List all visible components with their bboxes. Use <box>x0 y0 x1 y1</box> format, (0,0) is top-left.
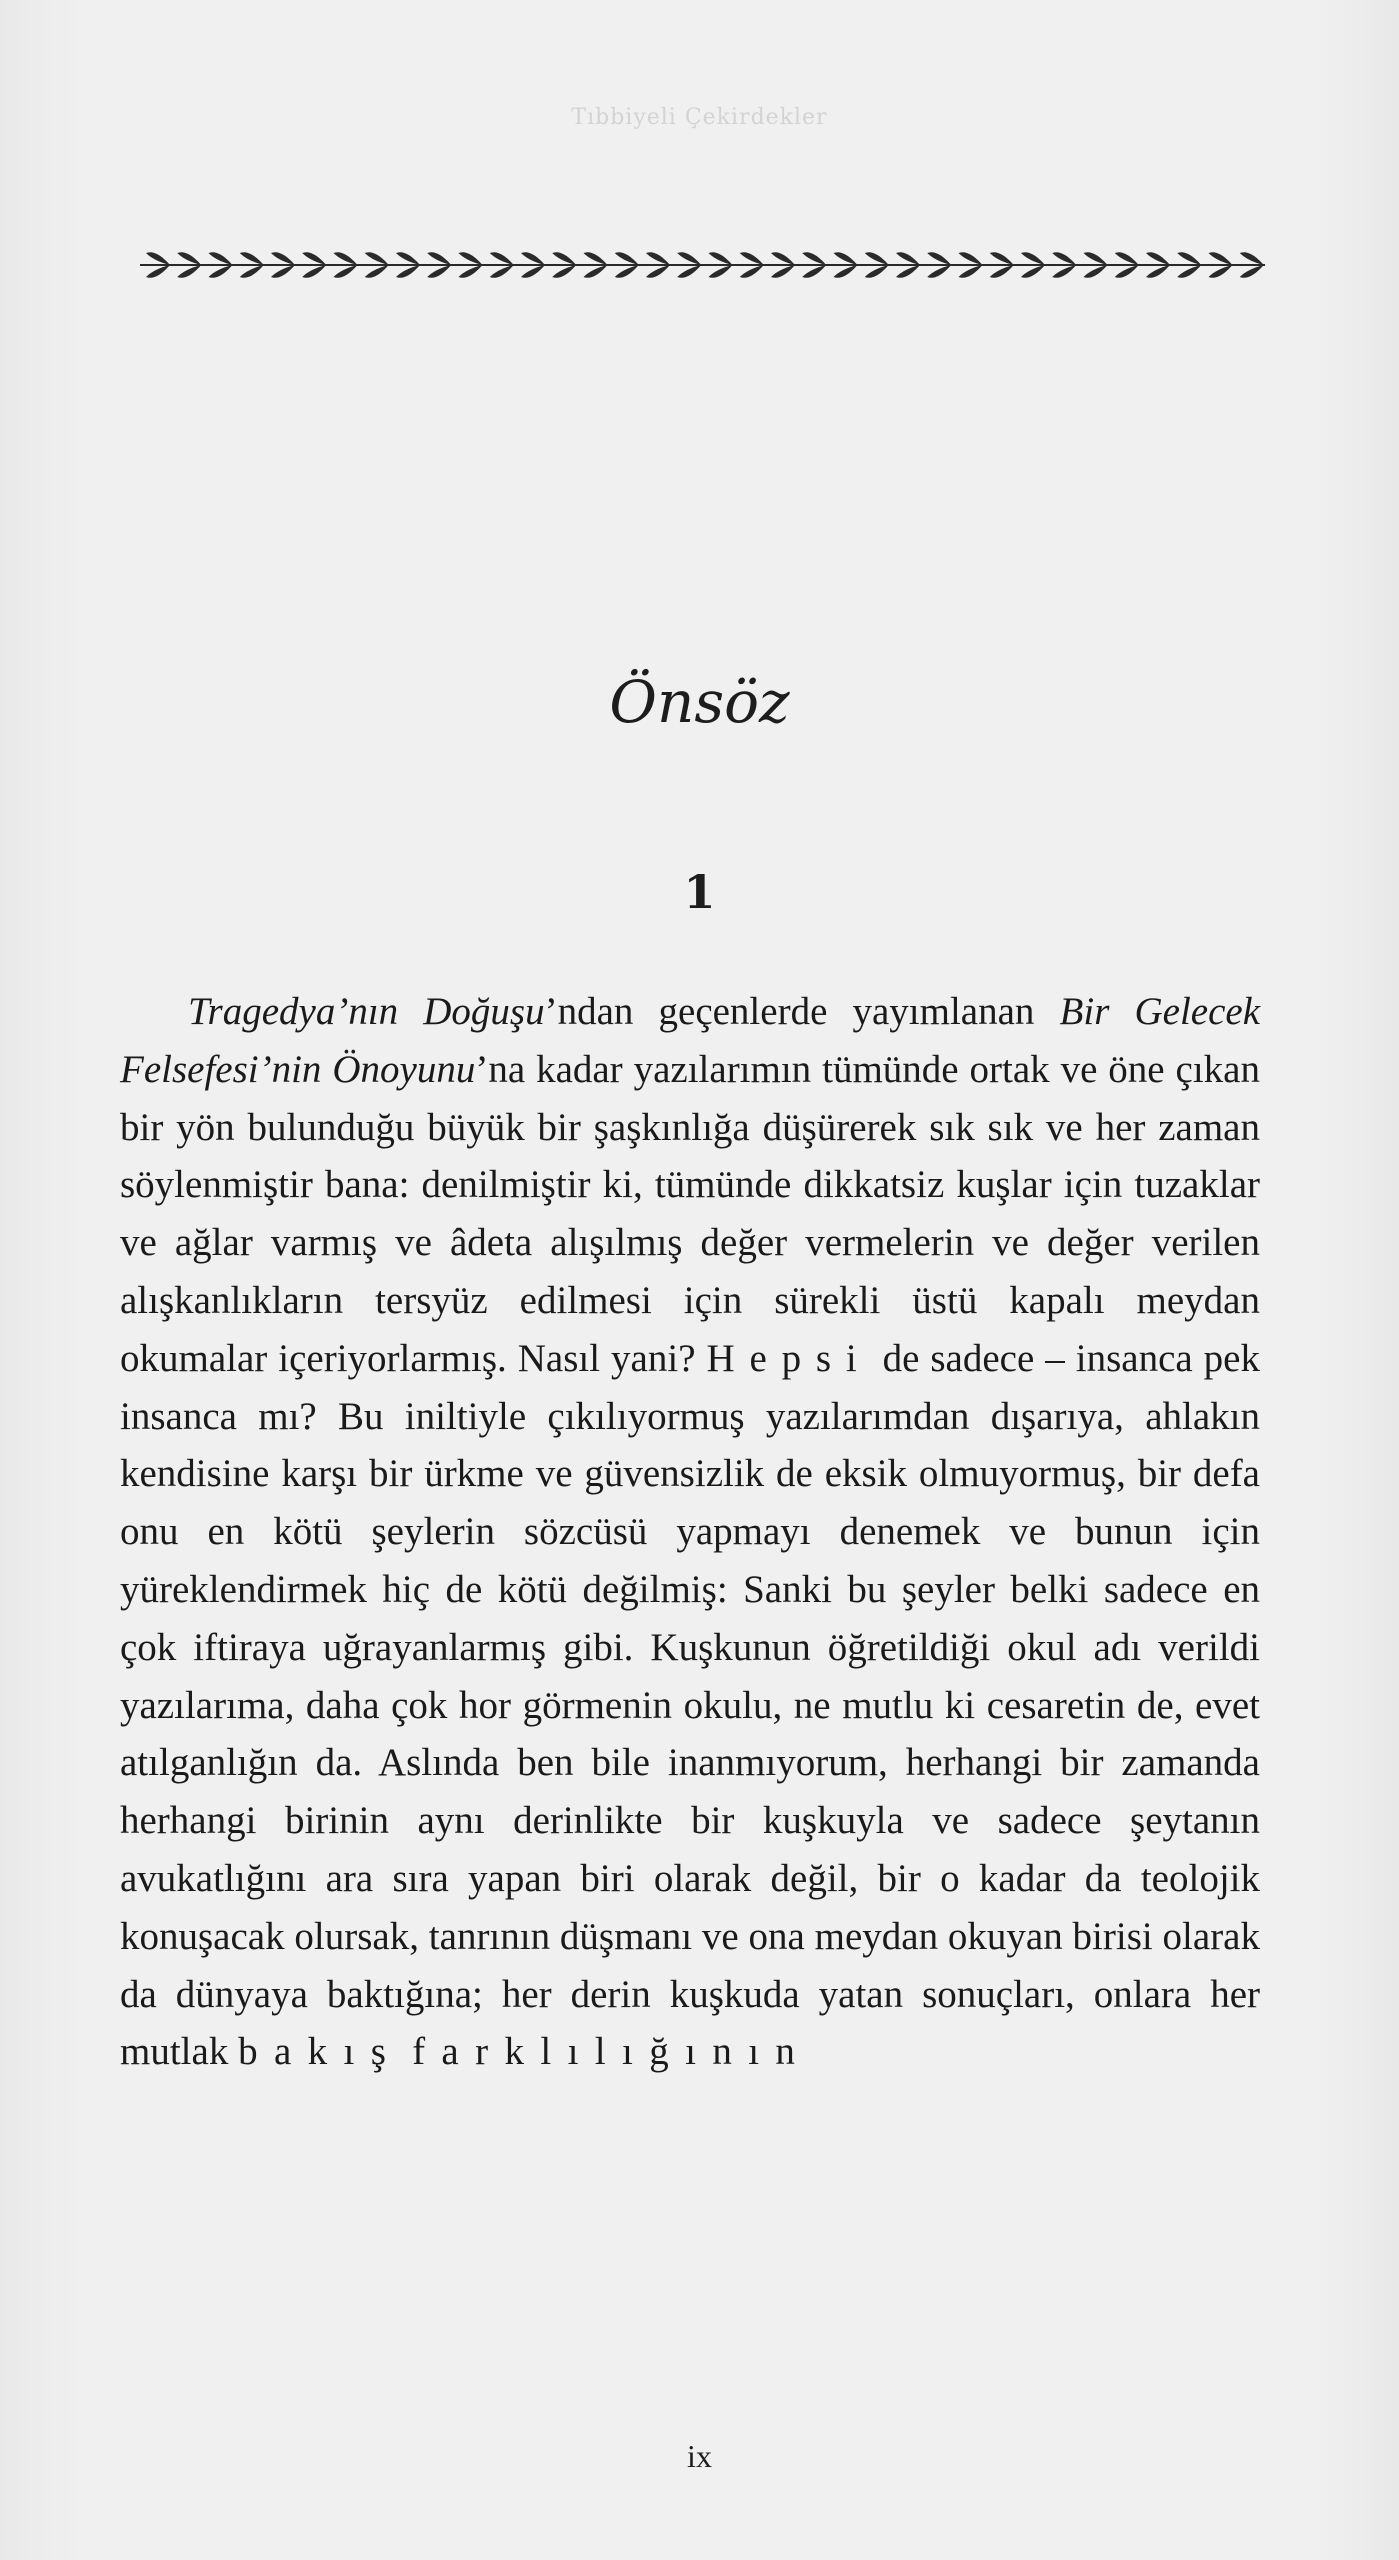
emphasized-word: bakış <box>238 2030 403 2074</box>
text-run <box>402 2030 412 2073</box>
book-title-gelecek: Bir Gelecek Felsefesi’nin Önoyunu <box>120 990 1261 1091</box>
body-paragraph <box>120 983 1260 2081</box>
emphasized-word: Hepsi <box>706 1336 872 1380</box>
text-run: ’na kadar yazılarımın tümünde ortak ve öne çıkan bir yön bulunduğu büyük bir şaşkınlığa düşürerek sık sık ve her zaman söylenmiştir bana: denilmiştir ki, tümünde dikkatsiz kuşlar için tuzaklar ve ağlar varmış ve âdeta alışılmış değer vermelerin ve değer verilen alışkanlıkların tersyüz edilmesi için sürekli üstü kapalı meydan okumalar içeriyorlarmış. Nasıl yani? <box>120 1047 1260 1380</box>
running-head: Tıbbiyeli Çekirdekler <box>571 105 828 130</box>
page-number: ix <box>687 2438 712 2474</box>
text-run: de sadece – insanca pek insanca mı? Bu iniltiyle çıkılıyormuş yazılarımdan dışarıya, ahlakın kendisine karşı bir ürkme ve güvensizlik de eksik olmuyormuş, bir defa onu en kötü şeylerin sözcüsü yapmayı denemek ve bunun için yüreklendirmek hiç de kötü değilmiş: Sanki bu şeyler belki sadece en çok iftiraya uğrayanlarmış gibi. Kuşkunun öğretildiği okul adı verildi yazılarıma, daha çok hor görmenin okulu, ne mutlu ki cesaretin de, evet atılganlığın da. Aslında ben bile inanmıyorum, herhangi bir zamanda herhangi birinin aynı derinlikte bir kuşkuyla ve sadece şeytanın avukatlığını ara sıra yapan biri olarak değil, bir o kadar da teolojik konuşacak olursak, tanrının düşmanı ve ona meydan okuyan birisi olarak da dünyaya baktığına; her derin kuşkuda yatan sonuçları, onlara her mutlak <box>120 1336 1260 2074</box>
section-title: Önsöz <box>609 668 790 736</box>
emphasized-word: farklılığının <box>412 2030 812 2074</box>
chapter-number: 1 <box>683 865 716 919</box>
laurel-ornament-icon <box>140 247 1265 283</box>
book-title-tragedya: Tragedya’nın Doğuşu <box>188 990 545 1033</box>
text-run: ’ndan geçenlerde yayımlanan <box>544 990 1060 1033</box>
